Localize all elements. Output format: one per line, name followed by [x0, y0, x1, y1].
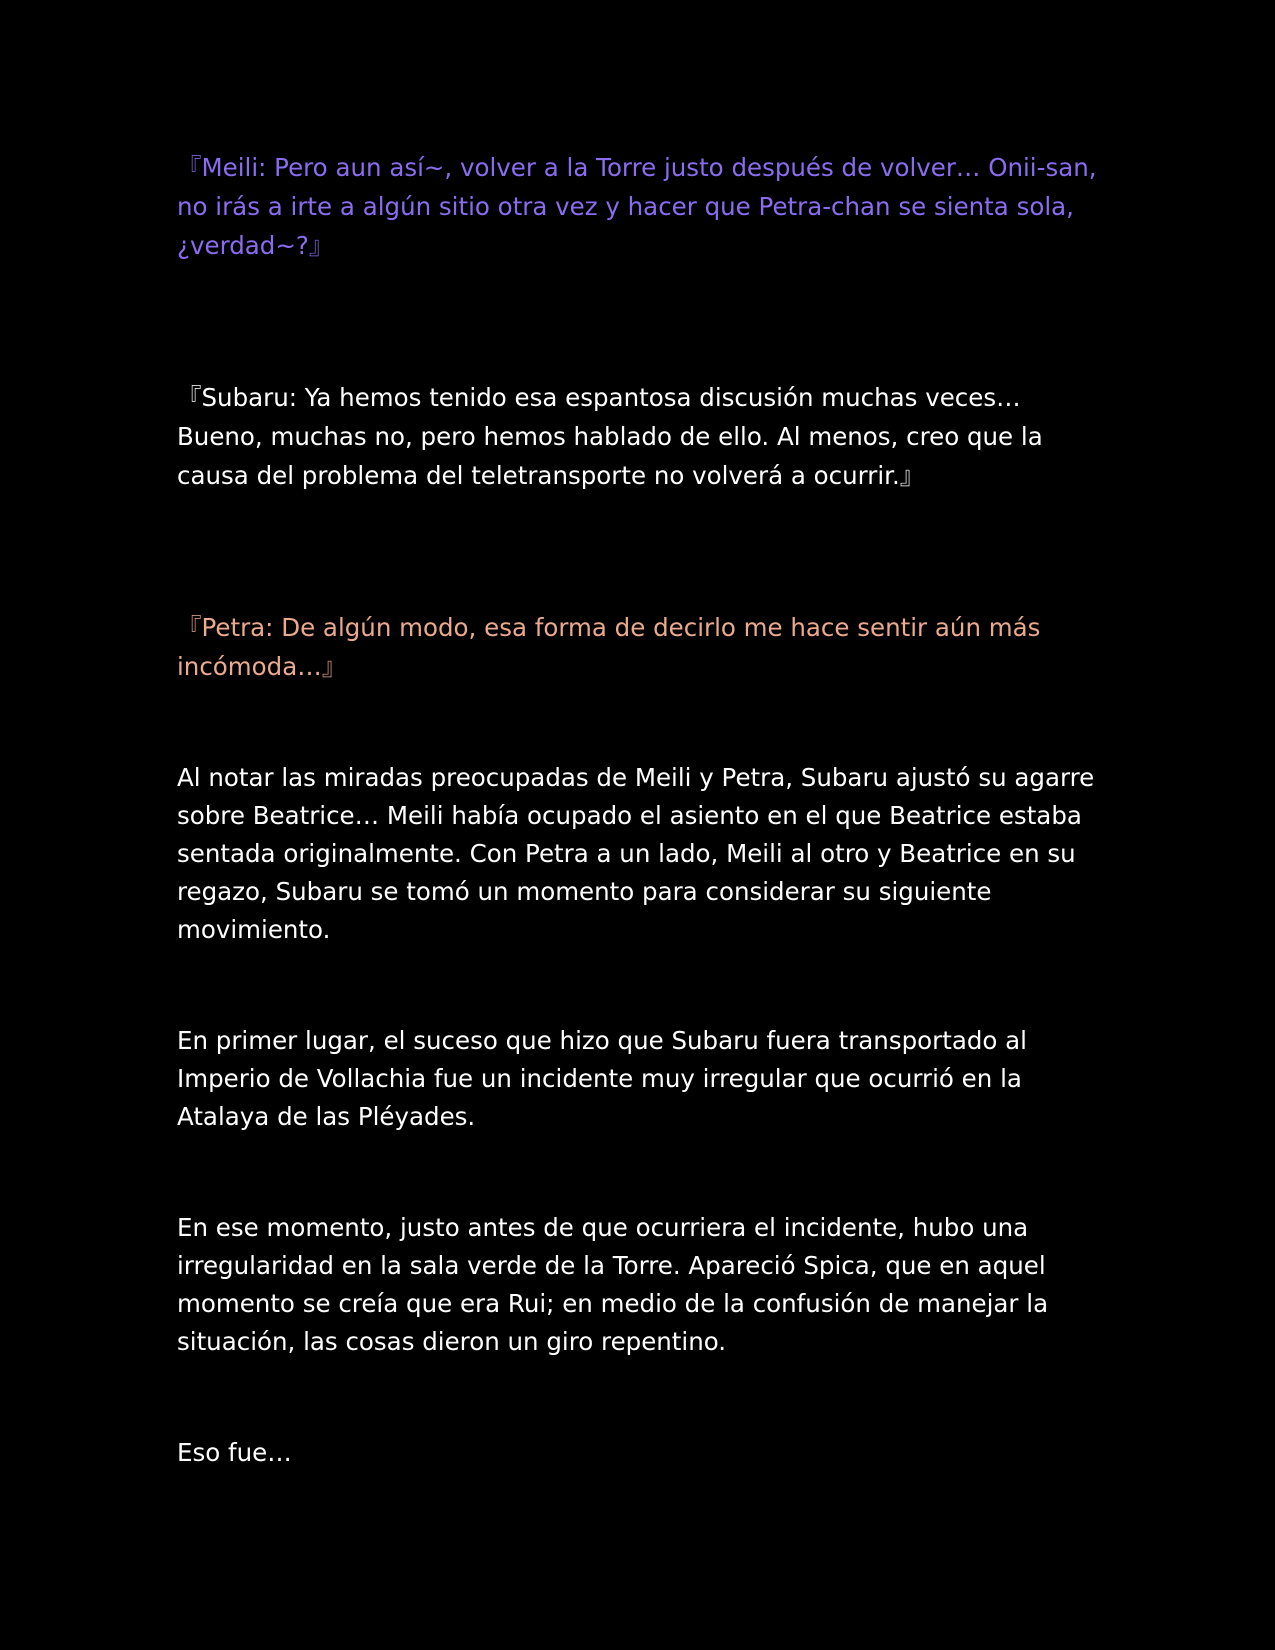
dialogue-meili: 『Meili: Pero aun así~, volver a la Torre justo después de volver… Onii-san, no irás a irte a algún sitio otra vez y hacer que Petra-chan se sienta sola, ¿verdad~?』 — [177, 153, 1097, 260]
document-page — [177, 148, 1097, 1472]
narration-paragraph: Al notar las miradas preocupadas de Meili y Petra, Subaru ajustó su agarre sobre Beatrice… Meili había ocupado el asiento en el que Beatrice estaba sentada originalmente. Con Petra a un lado, Meili al otro y Beatrice en su regazo, Subaru se tomó un momento para considerar su siguiente movimiento. — [177, 763, 1095, 944]
narration-paragraph: En primer lugar, el suceso que hizo que Subaru fuera transportado al Imperio de Vollachia fue un incidente muy irregular que ocurrió en la Atalaya de las Pléyades. — [177, 1026, 1027, 1131]
narration-paragraph: Eso fue… — [177, 1438, 292, 1467]
narration-paragraph: En ese momento, justo antes de que ocurriera el incidente, hubo una irregularidad en la sala verde de la Torre. Apareció Spica, que en aquel momento se creía que era Rui; en medio de la confusión de manejar la situación, las cosas dieron un giro repentino. — [177, 1213, 1049, 1356]
dialogue-subaru: 『Subaru: Ya hemos tenido esa espantosa discusión muchas veces… Bueno, muchas no, pero hemos hablado de ello. Al menos, creo que la causa del problema del teletransporte no volverá a ocurrir.』 — [177, 383, 1043, 490]
dialogue-petra: 『Petra: De algún modo, esa forma de decirlo me hace sentir aún más incómoda…』 — [177, 613, 1041, 681]
